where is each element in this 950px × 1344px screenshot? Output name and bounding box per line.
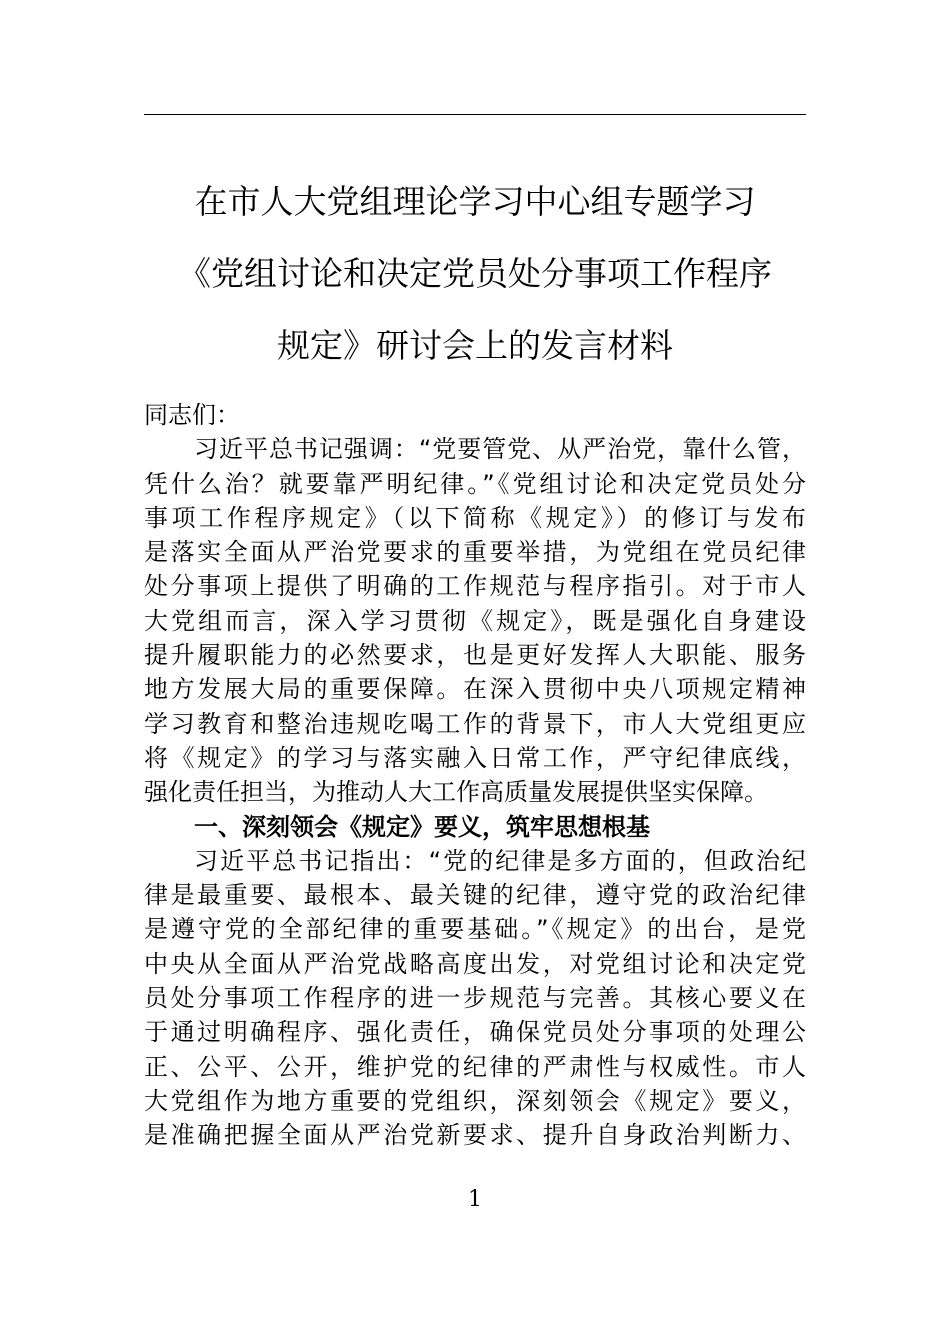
- text-line: 员处分事项工作程序的进一步规范与完善。其核心要义在: [144, 984, 806, 1013]
- text-line: 于通过明确程序、强化责任，确保党员处分事项的处理公: [144, 1018, 806, 1047]
- text-line: 中央从全面从严治党战略高度出发，对党组讨论和决定党: [144, 949, 806, 978]
- title-line-2: 《党组讨论和决定党员处分事项工作程序: [178, 254, 772, 293]
- text-line: 将《规定》的学习与落实融入日常工作，严守纪律底线，: [144, 743, 806, 772]
- title-line-1: 在市人大党组理论学习中心组专题学习: [194, 182, 756, 221]
- text-line: 处分事项上提供了明确的工作规范与程序指引。对于市人: [144, 572, 806, 601]
- text-line: 习近平总书记强调：“党要管党、从严治党，靠什么管，: [194, 435, 806, 464]
- text-line: 是准确把握全面从严治党新要求、提升自身政治判断力、: [144, 1121, 806, 1150]
- paragraph-section-1: [144, 844, 806, 1153]
- document-title: [144, 166, 806, 382]
- text-line: 律是最重要、最根本、最关键的纪律，遵守党的政治纪律: [144, 881, 806, 910]
- text-line: 是落实全面从严治党要求的重要举措，为党组在党员纪律: [144, 538, 806, 567]
- text-line: 凭什么治？就要靠严明纪律。”《党组讨论和决定党员处分: [144, 469, 806, 498]
- header-rule: [144, 114, 806, 115]
- text-line: 大党组作为地方重要的党组织，深刻领会《规定》要义，: [144, 1086, 806, 1115]
- document-body: [144, 398, 806, 1153]
- salutation: 同志们：: [144, 401, 240, 429]
- text-line: 地方发展大局的重要保障。在深入贯彻中央八项规定精神: [144, 675, 806, 704]
- text-line: 正、公平、公开，维护党的纪律的严肃性与权威性。市人: [144, 1052, 806, 1081]
- text-line: 事项工作程序规定》（以下简称《规定》）的修订与发布: [144, 503, 806, 532]
- text-line: 是遵守党的全部纪律的重要基础。”《规定》的出台，是党: [144, 915, 806, 944]
- text-line: 提升履职能力的必然要求，也是更好发挥人大职能、服务: [144, 641, 806, 670]
- text-line: 学习教育和整治违规吃喝工作的背景下，市人大党组更应: [144, 709, 806, 738]
- text-line: 大党组而言，深入学习贯彻《规定》，既是强化自身建设: [144, 606, 806, 635]
- title-line-3: 规定》研讨会上的发言材料: [277, 326, 673, 365]
- page-number: 1: [468, 1187, 482, 1212]
- text-line: 习近平总书记指出：“党的纪律是多方面的，但政治纪: [194, 846, 806, 875]
- section-heading-1: 一、深刻领会《规定》要义，筑牢思想根基: [194, 812, 650, 841]
- paragraph-intro: [144, 432, 806, 809]
- text-line: 强化责任担当，为推动人大工作高质量发展提供坚实保障。: [144, 778, 768, 807]
